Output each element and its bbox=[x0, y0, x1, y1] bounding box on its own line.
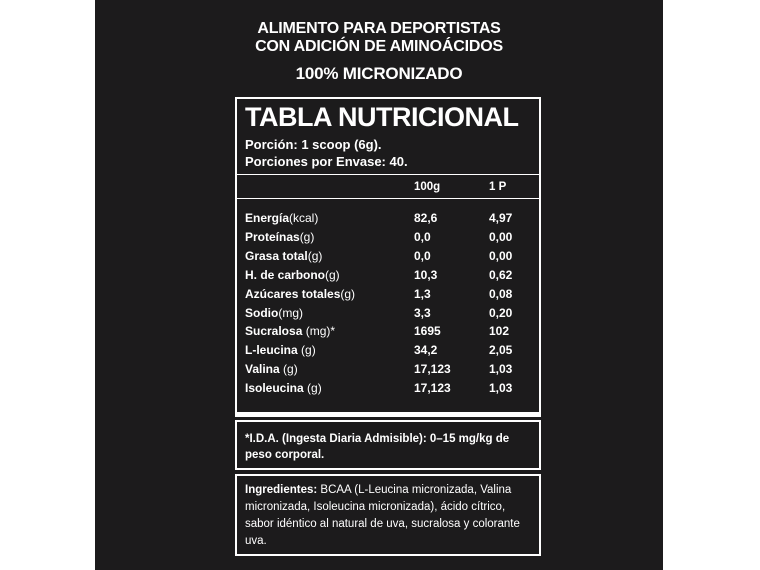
nutrient-row bbox=[237, 249, 539, 267]
value-per-100g: 0,0 bbox=[414, 248, 431, 263]
nutrient-unit: (g) bbox=[340, 286, 356, 301]
value-per-100g: 17,123 bbox=[414, 381, 451, 396]
value-per-portion: 0,00 bbox=[489, 248, 513, 263]
product-description bbox=[95, 20, 663, 56]
nutrient-name: Sodio bbox=[245, 305, 279, 320]
value-per-portion: 0,00 bbox=[489, 229, 513, 244]
column-header-portion: 1 P bbox=[489, 181, 507, 193]
value-per-portion: 1,03 bbox=[489, 381, 513, 396]
value-per-portion: 2,05 bbox=[489, 343, 513, 358]
nutrient-label bbox=[245, 230, 314, 244]
ida-note: *I.D.A. (Ingesta Diaria Admisible): 0–15 mg/kg de peso corporal. bbox=[245, 433, 510, 461]
nutrient-unit: (g) bbox=[299, 229, 315, 244]
description-line-2: CON ADICIÓN DE AMINOÁCIDOS bbox=[255, 38, 503, 55]
nutrient-name: H. de carbono bbox=[245, 267, 326, 282]
nutrition-table-title: TABLA NUTRICIONAL bbox=[245, 102, 519, 132]
nutrient-name: Sucralosa bbox=[245, 324, 303, 339]
description-line-1: ALIMENTO PARA DEPORTISTAS bbox=[257, 20, 501, 37]
nutrient-name: Azúcares totales bbox=[245, 286, 341, 301]
value-per-100g: 17,123 bbox=[414, 362, 451, 377]
nutrient-row bbox=[237, 211, 539, 229]
nutrient-name: Isoleucina bbox=[245, 381, 304, 396]
nutrient-label bbox=[245, 306, 303, 320]
nutrient-row bbox=[237, 343, 539, 361]
nutrient-unit: (g) bbox=[279, 362, 298, 377]
divider bbox=[237, 412, 539, 415]
divider bbox=[237, 174, 539, 175]
micronized-claim: 100% MICRONIZADO bbox=[295, 64, 463, 83]
nutrient-label bbox=[245, 268, 340, 282]
ingredients-label: Ingredientes: bbox=[245, 484, 318, 496]
ingredients-text bbox=[245, 482, 535, 550]
nutrient-row bbox=[237, 268, 539, 286]
value-per-100g: 0,0 bbox=[414, 229, 431, 244]
nutrient-row bbox=[237, 306, 539, 324]
nutrient-unit: (mg) bbox=[278, 305, 303, 320]
nutrient-label bbox=[245, 249, 322, 263]
nutrient-name: Energía bbox=[245, 211, 290, 225]
value-per-100g: 34,2 bbox=[414, 343, 438, 358]
nutrient-unit: (kcal) bbox=[289, 211, 319, 225]
value-per-portion: 0,62 bbox=[489, 267, 513, 282]
value-per-100g: 10,3 bbox=[414, 267, 438, 282]
nutrient-label bbox=[245, 343, 316, 357]
nutrient-name: L-leucina bbox=[245, 343, 298, 358]
nutrient-name: Grasa total bbox=[245, 248, 308, 263]
nutrient-unit: (g) bbox=[307, 248, 323, 263]
nutrient-name: Valina bbox=[245, 362, 280, 377]
nutrient-label bbox=[245, 362, 298, 376]
nutrient-unit: (mg)* bbox=[302, 324, 336, 339]
column-header-100g: 100g bbox=[414, 181, 441, 193]
value-per-100g: 1695 bbox=[414, 324, 441, 339]
nutrient-label bbox=[245, 211, 318, 225]
value-per-100g: 1,3 bbox=[414, 286, 431, 301]
nutrient-row bbox=[237, 381, 539, 399]
ida-note-box bbox=[235, 420, 541, 470]
value-per-portion: 0,20 bbox=[489, 305, 513, 320]
ingredients-list: BCAA (L-Leucina micronizada, Valina micronizada, Isoleucina micronizada), ácido cítrico, sabor idéntico al natural de uva, sucralosa y colorante uva. bbox=[245, 484, 520, 547]
nutrient-name: Proteínas bbox=[245, 229, 300, 244]
divider bbox=[237, 198, 539, 199]
value-per-portion: 1,03 bbox=[489, 362, 513, 377]
nutrient-unit: (g) bbox=[297, 343, 316, 358]
nutrient-row bbox=[237, 287, 539, 305]
value-per-portion: 0,08 bbox=[489, 286, 513, 301]
ingredients-box bbox=[235, 474, 541, 556]
nutrient-label bbox=[245, 287, 355, 301]
value-per-portion: 102 bbox=[489, 324, 510, 339]
nutrient-row bbox=[237, 230, 539, 248]
value-per-portion: 4,97 bbox=[489, 211, 513, 225]
nutrient-unit: (g) bbox=[325, 267, 340, 282]
nutrition-table bbox=[235, 97, 541, 417]
servings-per-container: Porciones por Envase: 40. bbox=[245, 154, 408, 169]
nutrient-unit: (g) bbox=[303, 381, 322, 396]
nutrient-label bbox=[245, 381, 322, 395]
nutrient-row bbox=[237, 324, 539, 342]
serving-size: Porción: 1 scoop (6g). bbox=[245, 137, 382, 152]
nutrient-label bbox=[245, 324, 335, 338]
value-per-100g: 82,6 bbox=[414, 211, 438, 225]
value-per-100g: 3,3 bbox=[414, 305, 431, 320]
nutrient-row bbox=[237, 362, 539, 380]
